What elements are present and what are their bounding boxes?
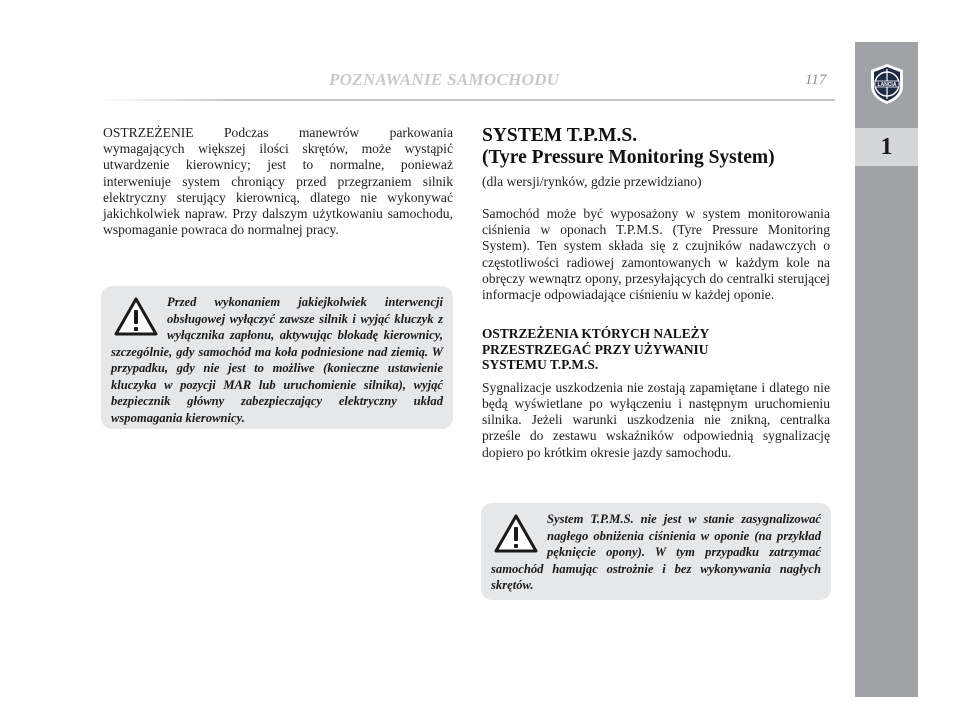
warning-box-tpms [481,503,831,600]
warning-triangle-icon [113,296,159,340]
warning-triangle-icon [493,513,539,557]
logo-text: LANCIA [877,82,896,88]
tpms-heading-line3: SYSTEMU T.P.M.S. [482,357,599,373]
page-header-title: POZNAWANIE SAMOCHODU [329,70,560,89]
warning-text-service: Przed wykonaniem jakiejkolwiek interwencji obsługowej wyłączyć zawsze silnik i wyjąć kluczyk z wyłącznika zapłonu, aktywując blokadę kierownicy, szczególnie, gdy samochód ma koła podniesione nad ziemią. W przypadku, gdy nie jest to możliwe (konieczne ustawienie kluczyka w pozycji MAR lub uruchomienie silnika), wyjąć bezpiecznik główny zabezpieczający elektryczny układ wspomagania kierownicy. [111,295,443,425]
section-subtitle: (dla wersji/rynków, gdzie przewidziano) [482,174,702,189]
page-number: 117 [805,72,827,88]
tpms-heading-line2: PRZESTRZEGAĆ PRZY UŻYWANIU [482,341,709,357]
left-column [103,125,453,238]
tpms-intro-paragraph: Samochód może być wyposażony w system monitorowania ciśnienia w oponach T.P.M.S. (Tyre Pressure Monitoring System). Ten system składa się z czujników nadawczych o częstotliwości radiowej zamontowanych w każdym kole na obręczy wewnątrz opony, przesyłających do centralki sterującej informacje odpowiadające ciśnieniu w każdej oponie. [482,206,830,303]
tpms-warnings-heading [482,326,830,373]
lancia-shield-icon [867,62,907,106]
chapter-sidebar [855,42,918,697]
section-title-line1: SYSTEM T.P.M.S. [482,125,638,146]
section-title [482,125,830,169]
brand-logo [855,42,918,126]
warning-box-service [101,286,453,429]
header-divider [100,99,835,101]
steering-note-paragraph: OSTRZEŻENIE Podczas manewrów parkowania wymagających większej ilości skrętów, może wystąpić utwardzenie kierownicy; jest to normalne, ponieważ interweniuje system chroniący przed przegrzaniem silnik elektryczny sterujący kierownicą, dlatego nie wykonywać jakichkolwiek napraw. Przy dalszym użytkowaniu samochodu, wspomaganie powraca do normalnej pracy. [103,125,453,238]
warning-text-tpms: System T.P.M.S. nie jest w stanie zasygnalizować nagłego obniżenia ciśnienia w oponie (na przykład pęknięcie opony). W tym przypadku zatrzymać samochód hamując ostrożnie i bez wykonywania nagłych skrętów. [491,512,821,592]
tpms-fault-paragraph: Sygnalizacje uszkodzenia nie zostają zapamiętane i dlatego nie będą wyświetlane po wyłączeniu i następnym uruchomieniu silnika. Jeżeli warunki uszkodzenia nie znikną, centralka prześle do zestawu wskaźników odpowiednią sygnalizację dopiero po krótkim okresie jazdy samochodu. [482,379,830,460]
right-column [482,125,830,461]
chapter-number: 1 [855,128,918,166]
section-title-line2: (Tyre Pressure Monitoring System) [482,147,775,168]
tpms-heading-line1: OSTRZEŻENIA KTÓRYCH NALEŻY [482,326,710,342]
